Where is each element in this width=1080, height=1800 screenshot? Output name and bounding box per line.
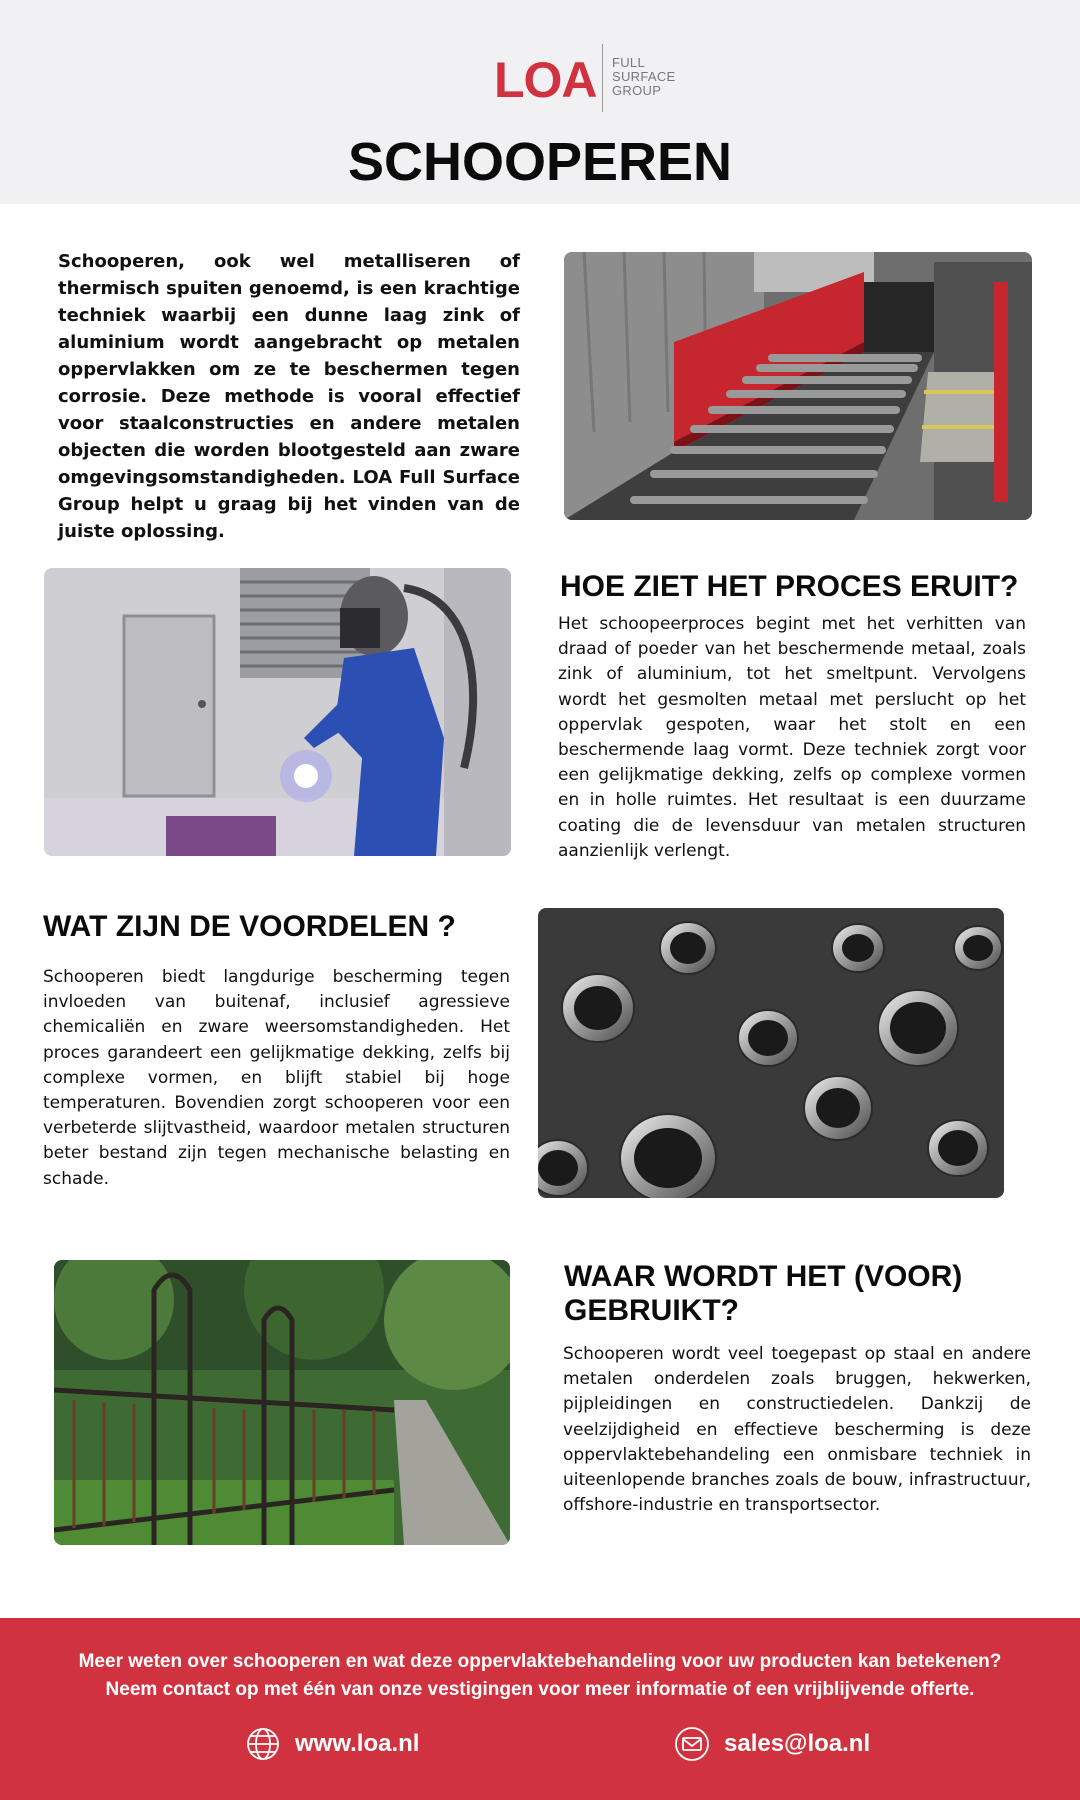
logo-sub-line: SURFACE [612,69,676,84]
fence-photo [54,1260,510,1545]
intro-text: Schooperen, ook wel metalliseren of thermisch spuiten genoemd, is een krachtige techniek waarbij een dunne laag zink of aluminium wordt aangebracht op metalen oppervlakken om ze te beschermen tegen corrosie. Deze methode is vooral effectief voor staalconstructies en andere metalen objecten die worden blootgesteld aan zware omgevingsomstandigheden. LOA Full Surface Group helpt u graag bij het vinden van de juiste oplossing. [58,251,520,542]
email-contact [674,1724,870,1764]
email-link[interactable]: sales@loa.nl [724,1730,871,1757]
page-title: SCHOOPEREN [347,132,733,192]
logo-wordmark: LOA [494,52,597,108]
footer-cta-line-2: Neem contact op met één van onze vestigingen voor meer informatie of een vrijblijvende offerte. [105,1679,975,1700]
section-body-usage: Schooperen wordt veel toegepast op staal en andere metalen onderdelen zoals bruggen, hekwerken, pijpleidingen en constructiedelen. Dankzij de veelzijdigheid en effectieve bescherming is deze oppervlaktebehandeling een onmisbare techniek in uiteenlopende branches zoals de bouw, infrastructuur, offshore-industrie en transportsector. [563,1344,1031,1516]
logo-sub-line: GROUP [612,83,662,98]
metal-pipes-photo [538,908,1004,1198]
section-heading-benefits: WAT ZIJN DE VOORDELEN ? [43,910,456,943]
envelope-icon [674,1726,710,1762]
section-heading-usage: WAAR WORDT HET (VOOR) GEBRUIKT? [564,1260,963,1327]
section-heading-process: HOE ZIET HET PROCES ERUIT? [560,570,1019,603]
logo-sub-line: FULL [612,55,645,70]
contact-footer [0,1618,1080,1800]
logo-subtitle [612,56,676,98]
page-header [0,0,1080,204]
logo-divider [602,44,603,112]
footer-cta-line-1: Meer weten over schooperen en wat deze oppervlaktebehandeling voor uw producten kan betekenen? [78,1651,1002,1672]
globe-icon [245,1726,281,1762]
conveyor-photo [564,252,1032,520]
section-body-benefits: Schooperen biedt langdurige bescherming tegen invloeden van buitenaf, inclusief agressieve chemicaliën en zware weersomstandigheden. Het proces garandeert een gelijkmatige dekking, zelfs bij complexe vormen, en blijft stabiel bij hoge temperaturen. Bovendien zorgt schooperen voor een verbeterde slijtvastheid, waardoor metalen structuren beter bestand zijn tegen mechanische belasting en schade. [43,967,510,1189]
footer-cta [40,1648,1040,1704]
section-body-process: Het schoopeerproces begint met het verhitten van draad of poeder van het beschermende metaal, zoals zink of aluminium, tot het smeltpunt. Vervolgens wordt het gesmolten metaal met perslucht op het oppervlak gespoten, waar het stolt en een beschermende laag vormt. Deze techniek zorgt voor een gelijkmatige dekking, zelfs op complexe vormen en in holle ruimtes. Het resultaat is een duurzame coating die de levensduur van metalen structuren aanzienlijk verlengt. [558,614,1026,861]
website-contact [245,1724,419,1764]
thermal-spray-photo [44,568,511,856]
website-link[interactable]: www.loa.nl [295,1730,420,1757]
